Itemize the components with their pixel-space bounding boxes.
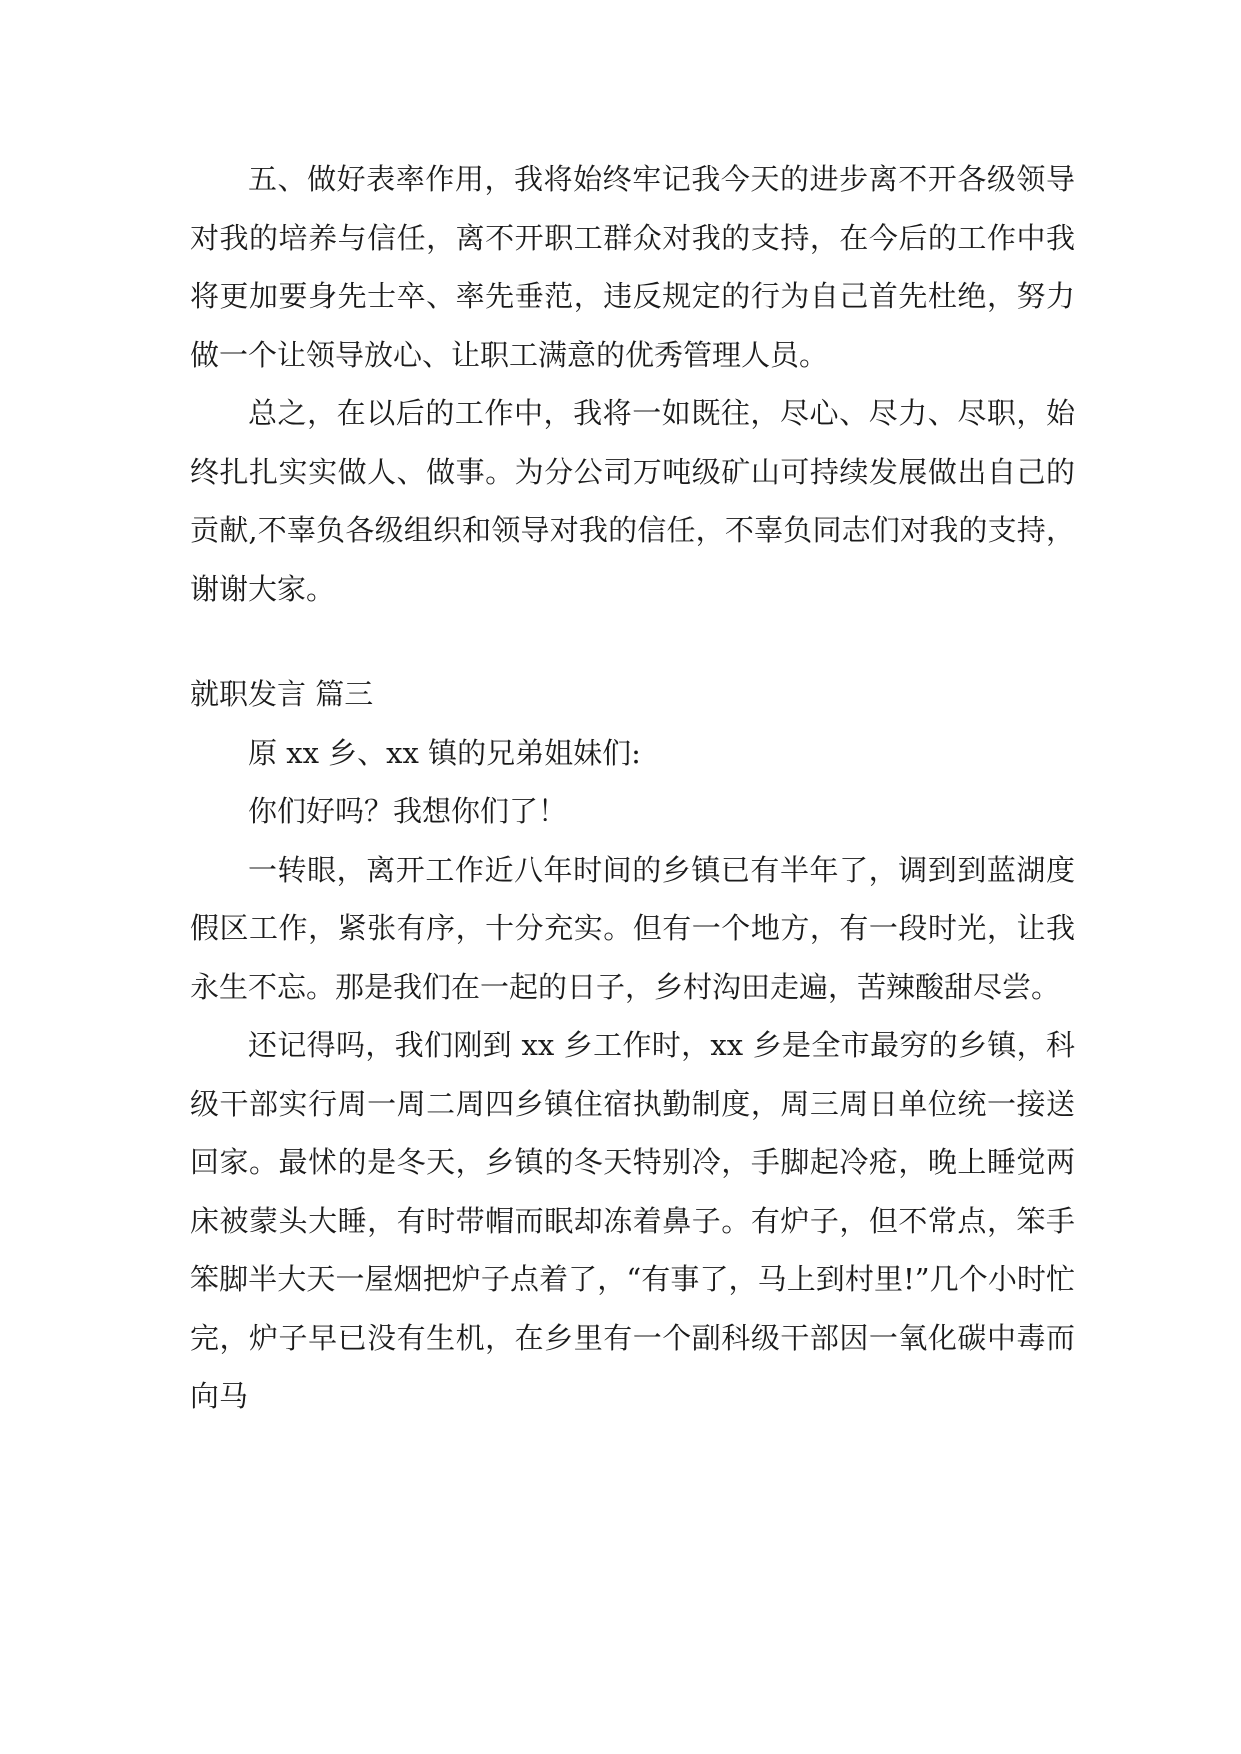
section-heading: 就职发言 篇三 [190, 677, 374, 711]
document-page [190, 150, 1075, 1426]
paragraph-greeting: 你们好吗？我想你们了！ [248, 794, 568, 828]
paragraph-salutation: 原 xx 乡、xx 镇的兄弟姐妹们: [248, 735, 641, 770]
paragraph-conclusion: 总之，在以后的工作中，我将一如既往，尽心、尽力、尽职，始终扎扎实实做人、做事。为分公司万吨级矿山可持续发展做出自己的贡献,不辜负各级组织和领导对我的信任，不辜负同志们对我的支持，谢谢大家。 [190, 396, 1075, 606]
paragraph-role-model: 五、做好表率作用，我将始终牢记我今天的进步离不开各级领导对我的培养与信任，离不开职工群众对我的支持，在今后的工作中我将更加要身先士卒、率先垂范，违反规定的行为自己首先杜绝，努力做一个让领导放心、让职工满意的优秀管理人员。 [190, 162, 1075, 372]
paragraph-recollection: 一转眼，离开工作近八年时间的乡镇已有半年了，调到到蓝湖度假区工作，紧张有序，十分充实。但有一个地方，有一段时光，让我永生不忘。那是我们在一起的日子，乡村沟田走遍，苦辣酸甜尽尝。 [190, 852, 1075, 1004]
paragraph-memories: 还记得吗，我们刚到 xx 乡工作时，xx 乡是全市最穷的乡镇，科级干部实行周一周二周四乡镇住宿执勤制度，周三周日单位统一接送回家。最怵的是冬天，乡镇的冬天特别冷，手脚起冷疮，晚上睡觉两床被蒙头大睡，有时带帽而眠却冻着鼻子。有炉子，但不常点，笨手笨脚半大天一屋烟把炉子点着了，“有事了，马上到村里!”几个小时忙完，炉子早已没有生机，在乡里有一个副科级干部因一氧化碳中毒而向马 [190, 1028, 1075, 1413]
